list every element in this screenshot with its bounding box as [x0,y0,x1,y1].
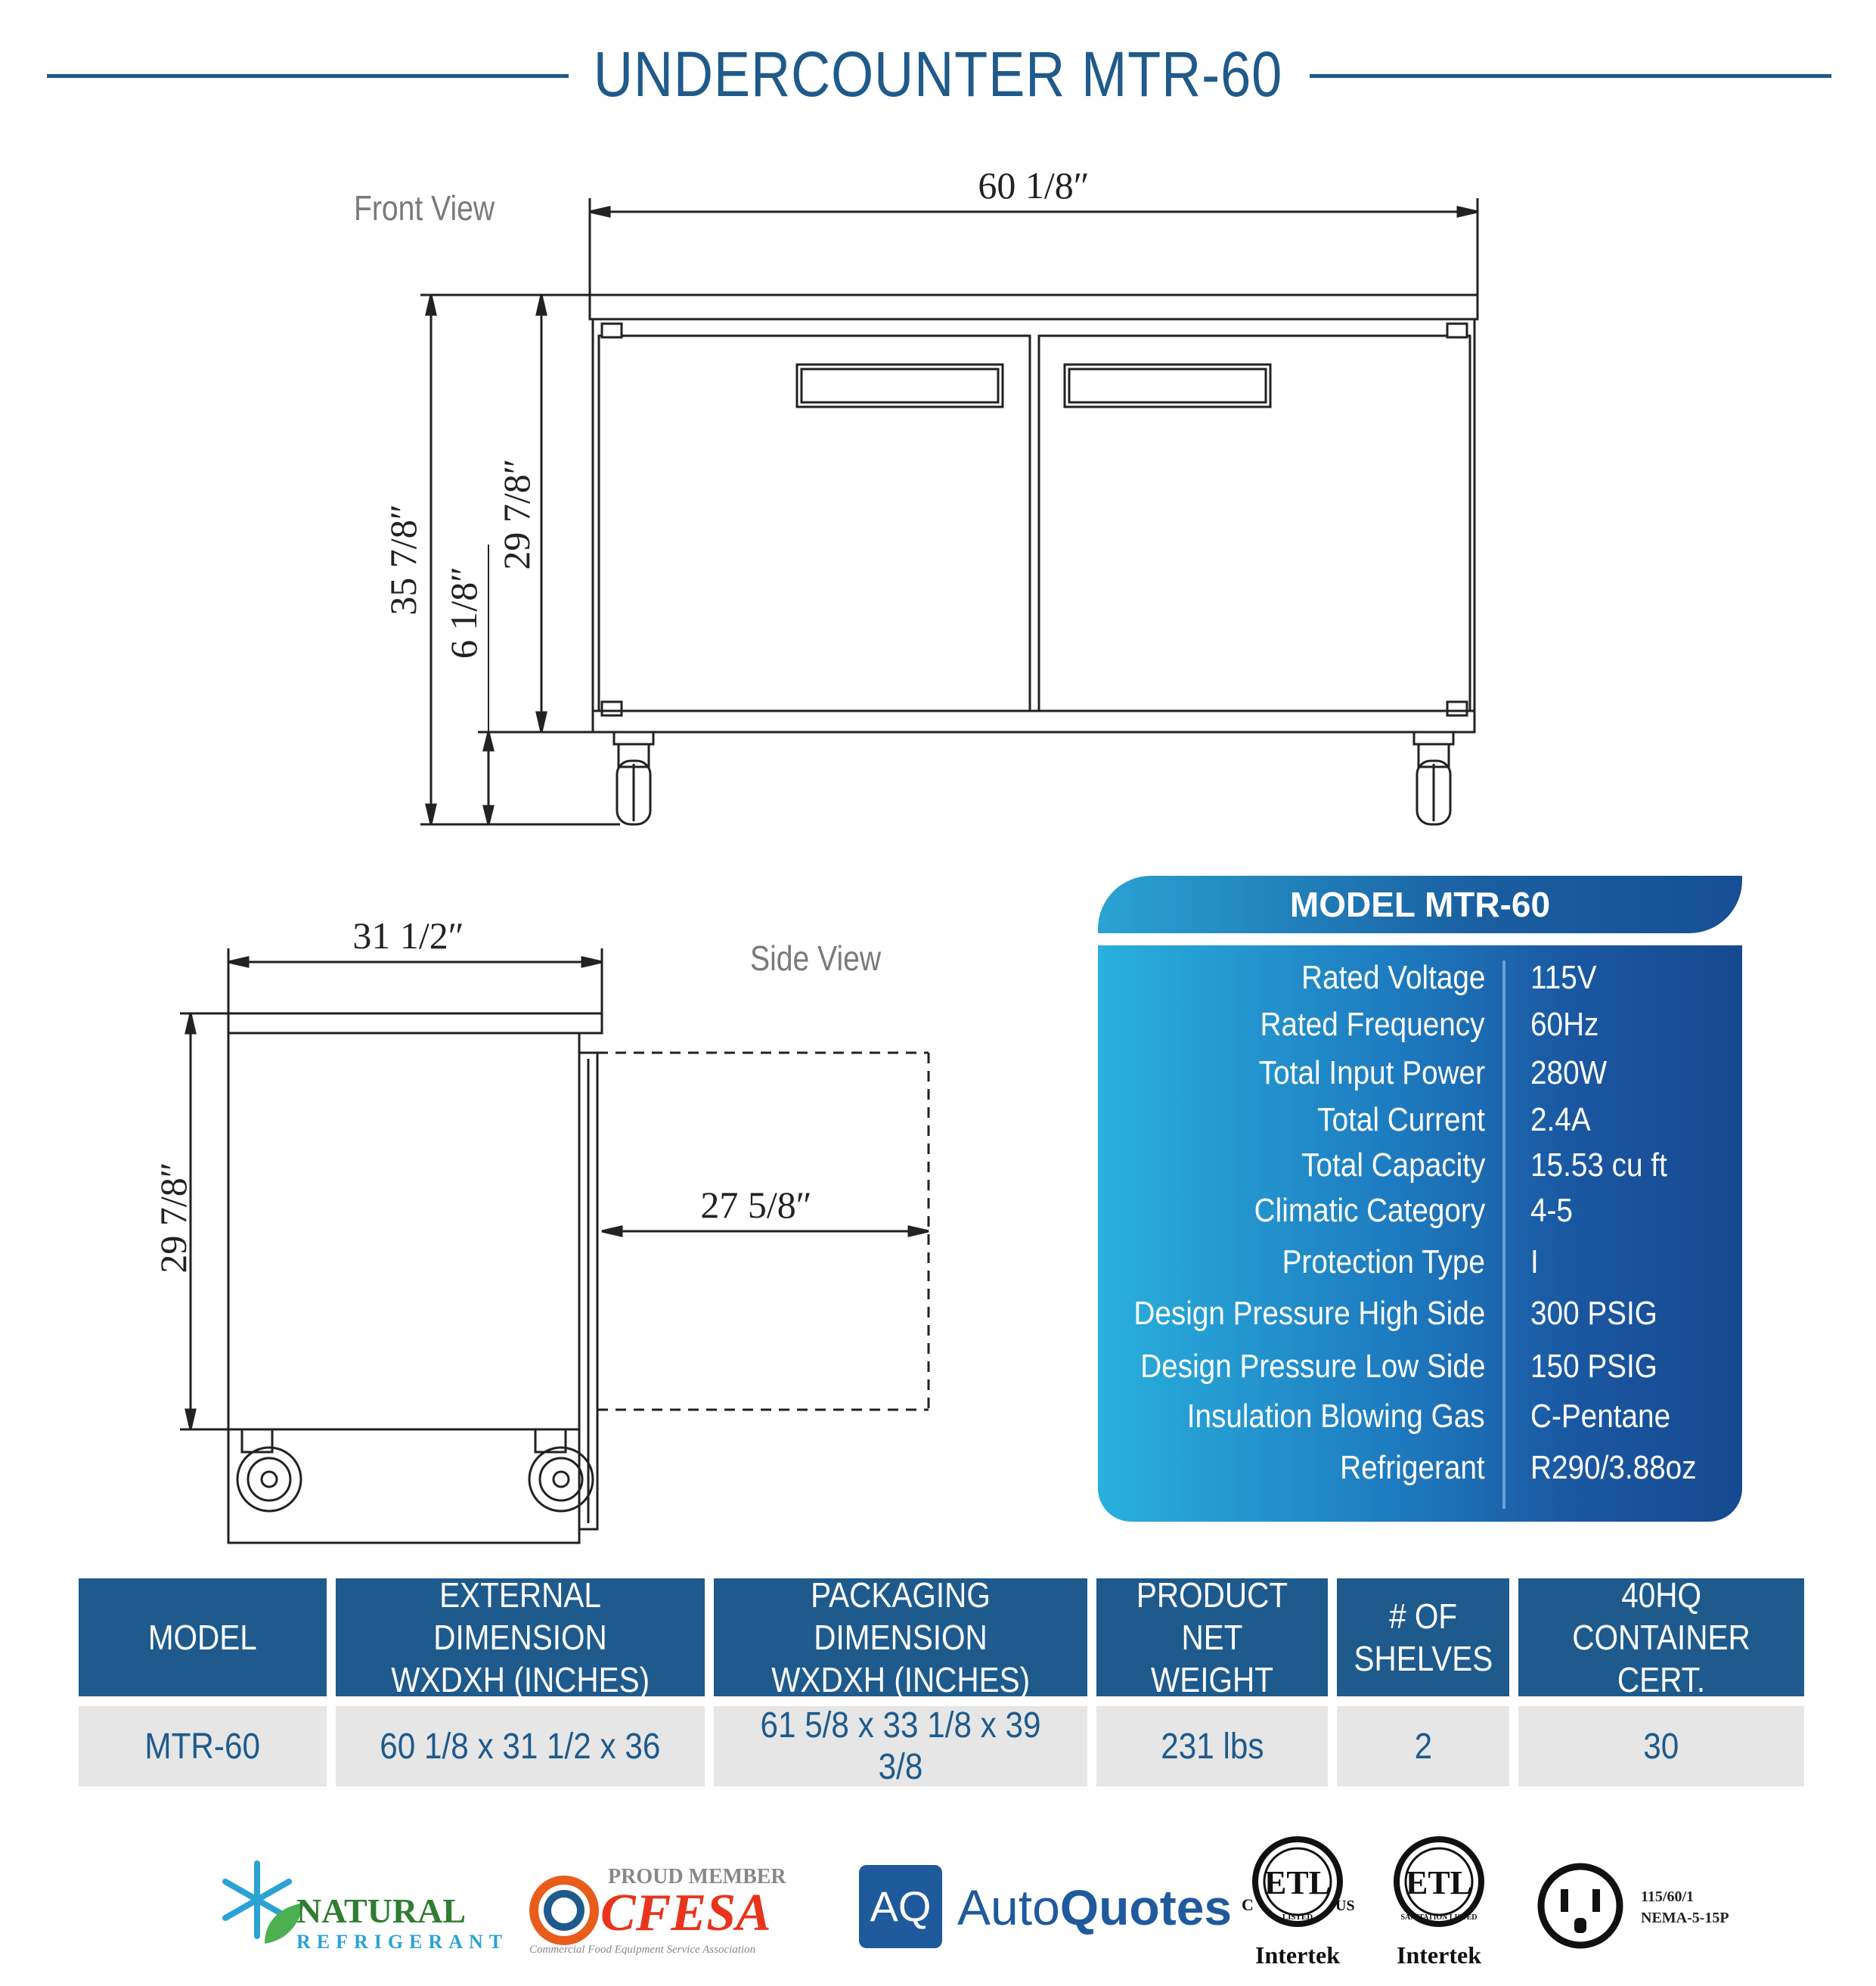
natural-refrigerant-logo [212,1853,514,1959]
cell-shelves [1337,1706,1509,1786]
header-line: EXTERNAL DIMENSION [433,1575,607,1657]
spec-label: Climatic Category [1254,1192,1485,1229]
spec-value: I [1530,1243,1539,1280]
header-packaging-dimension [714,1575,1087,1699]
front-view-label: Front View [354,188,495,228]
side-depth-dim: 31 1/2″ [352,914,464,957]
etl-mark-text: ETL [1405,1864,1473,1901]
spec-row [1098,1348,1742,1393]
header-line: MODEL [148,1618,257,1657]
spec-label: Rated Voltage [1301,959,1485,996]
header-line: WXDXH (INCHES) [391,1660,650,1699]
header-line: CONTAINER CERT. [1572,1618,1750,1699]
cell-text: MTR-60 [144,1726,261,1767]
spec-row [1098,1192,1742,1237]
spec-row [1098,1295,1742,1340]
cfesa-ring-icon [534,1880,594,1941]
autoquotes-logo [957,1879,1232,1936]
header-external-dimension [336,1575,705,1699]
front-total-height-dim: 35 7/8″ [382,504,424,616]
spec-value: 60Hz [1530,1006,1599,1043]
spec-value: 15.53 cu ft [1530,1147,1667,1184]
spec-value: 115V [1530,959,1597,996]
cell-packaging-dimension [714,1706,1087,1786]
spec-row [1098,1054,1742,1100]
cell-model [79,1706,327,1786]
cell-external-dimension [336,1706,705,1786]
spec-label: Total Current [1317,1101,1485,1138]
spec-row [1098,1147,1742,1192]
side-height-dim: 29 7/8″ [152,1162,194,1274]
spec-label: Refrigerant [1340,1449,1485,1486]
header-line: SHELVES [1354,1639,1493,1678]
spec-value: 300 PSIG [1530,1295,1657,1332]
header-line: WXDXH (INCHES) [771,1660,1030,1699]
spec-row [1098,959,1742,1004]
front-view-drawing [0,0,1876,832]
side-view-label: Side View [750,939,882,978]
front-width-dim: 60 1/8″ [978,164,1090,206]
autoquotes-quotes: Quotes [1059,1879,1233,1935]
cell-text: 60 1/8 x 31 1/2 x 36 [380,1726,661,1767]
page-title: UNDERCOUNTER MTR-60 [593,39,1283,110]
spec-label: Design Pressure Low Side [1140,1348,1485,1385]
cfesa-logo [525,1860,835,1959]
spec-row [1098,1101,1742,1147]
side-view-drawing [0,870,983,1550]
cell-text: 61 5/8 x 33 1/8 x 39 3/8 [760,1705,1041,1787]
spec-value: 280W [1530,1054,1608,1091]
etl-sanitation-logo [1375,1829,1503,1972]
front-leg-height-dim: 6 1/8″ [442,566,485,659]
header-line: WEIGHT [1151,1660,1273,1699]
spec-row [1098,1398,1742,1443]
spec-value: 150 PSIG [1530,1348,1657,1385]
intertek-text: Intertek [1397,1941,1481,1969]
aq-badge-text: AQ [870,1882,932,1930]
door-swing-dim: 27 5/8″ [700,1184,812,1226]
refrigerant-text: REFRIGERANT [296,1931,509,1953]
cfesa-subtitle: Commercial Food Equipment Service Association [529,1944,756,1956]
spec-label: Design Pressure High Side [1133,1295,1485,1332]
front-body-height-dim: 29 7/8″ [495,458,538,570]
spec-panel [1098,876,1742,1522]
spec-label: Protection Type [1282,1243,1485,1280]
header-net-weight [1096,1575,1328,1699]
spec-label: Total Input Power [1258,1054,1485,1091]
spec-value: 4-5 [1530,1192,1573,1229]
spec-header: MODEL MTR-60 [1098,876,1742,933]
spec-row [1098,1006,1742,1051]
spec-row [1098,1449,1742,1494]
aq-badge [859,1865,942,1948]
header-line: # OF [1389,1597,1457,1636]
spec-label: Insulation Blowing Gas [1187,1398,1485,1435]
etl-mark-text: ETL [1264,1864,1332,1901]
natural-text: NATURAL [296,1891,467,1930]
cell-text: 30 [1643,1726,1679,1767]
autoquotes-auto: Auto [957,1879,1060,1935]
intertek-text: Intertek [1255,1941,1340,1969]
nema-rating-text: 115/60/1 [1641,1888,1695,1905]
proud-member-text: PROUD MEMBER [608,1865,786,1888]
etl-listed-text: LISTED [1282,1913,1313,1922]
sanitation-listed-text: SANITATION LISTED [1400,1913,1478,1922]
etl-us-text: US [1335,1898,1355,1914]
cell-net-weight [1096,1706,1328,1786]
spec-row [1098,1243,1742,1289]
spec-value: 2.4A [1530,1101,1591,1138]
header-line: PACKAGING DIMENSION [811,1575,991,1657]
etl-listed-logo [1229,1829,1366,1972]
cfesa-text: CFESA [600,1884,771,1942]
cell-container-cert [1518,1706,1804,1786]
nema-plug-logo [1535,1860,1785,1951]
header-model [79,1578,327,1696]
header-container-cert [1518,1575,1804,1699]
header-line: 40HQ [1621,1575,1701,1615]
nema-type-text: NEMA-5-15P [1641,1910,1729,1926]
cell-text: 2 [1414,1726,1432,1767]
cell-text: 231 lbs [1160,1726,1264,1767]
header-line: PRODUCT NET [1136,1575,1288,1657]
spec-body [1098,945,1742,1522]
spec-value: R290/3.88oz [1530,1449,1697,1486]
spec-label: Total Capacity [1301,1147,1485,1184]
spec-value: C-Pentane [1530,1398,1671,1435]
header-shelves [1337,1578,1509,1696]
plug-outlet-icon [1541,1867,1620,1945]
spec-label: Rated Frequency [1260,1006,1485,1043]
etl-c-text: C [1242,1895,1254,1914]
